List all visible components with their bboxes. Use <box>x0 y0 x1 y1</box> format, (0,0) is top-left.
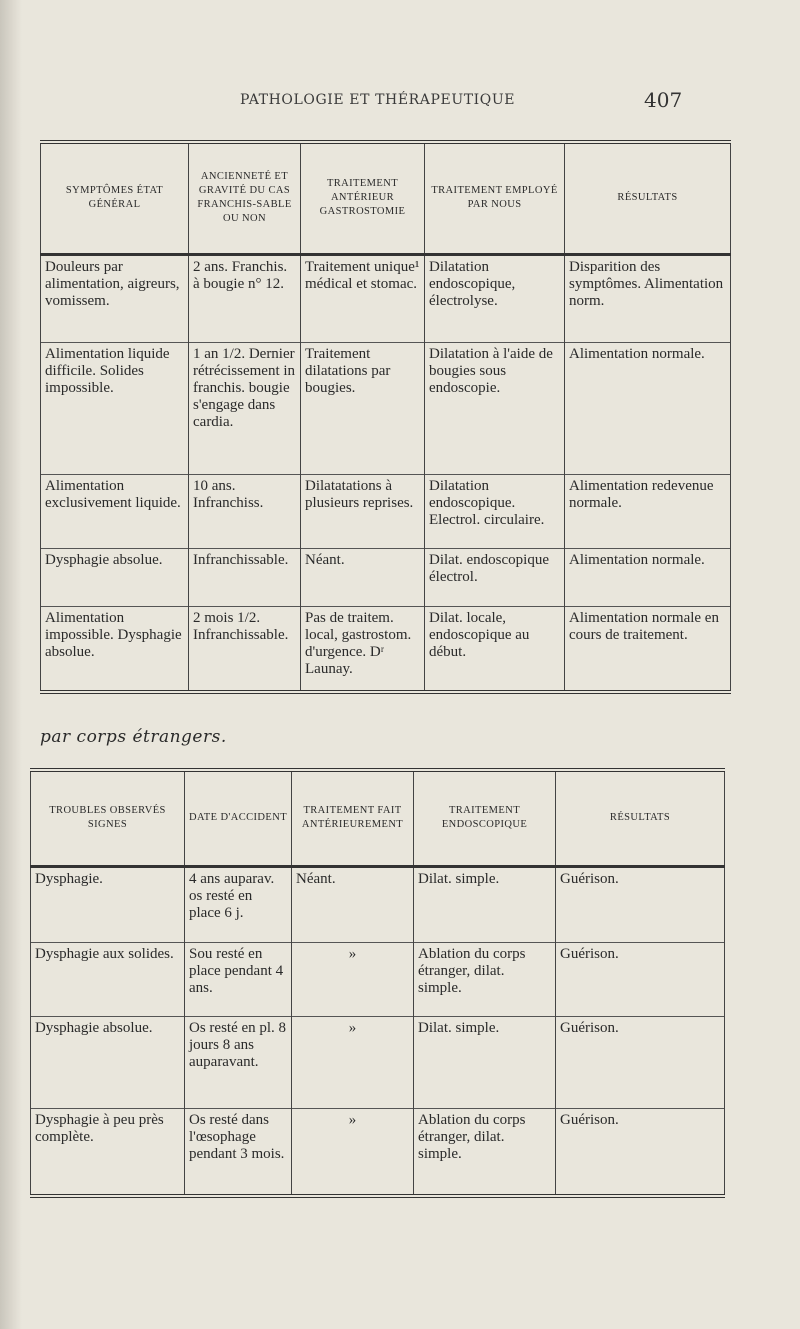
table-row <box>41 548 731 606</box>
table2-header-prior-treatment: TRAITEMENT FAIT ANTÉRIEUREMENT <box>292 770 414 866</box>
cell-symptoms: Dysphagie absolue. <box>31 1016 185 1108</box>
cell-prior-treatment: Traitement dilatations par bougies. <box>301 342 425 474</box>
cell-symptoms: Dysphagie à peu près complète. <box>31 1108 185 1196</box>
cell-prior-treatment: » <box>292 942 414 1016</box>
cell-accident-date: Os resté en pl. 8 jours 8 ans auparavant. <box>185 1016 292 1108</box>
cell-symptoms: Dysphagie. <box>31 866 185 942</box>
page-header <box>0 88 800 118</box>
table2-header-endoscopic-treatment: TRAITEMENT ENDOSCOPIQUE <box>414 770 556 866</box>
cell-endoscopic-treatment: Dilat. simple. <box>414 1016 556 1108</box>
cell-our-treatment: Dilatation à l'aide de bougies sous endoscopie. <box>425 342 565 474</box>
cell-results: Disparition des symptômes. Alimentation norm. <box>565 254 731 342</box>
table-row <box>31 866 725 942</box>
cell-prior-treatment: » <box>292 1016 414 1108</box>
table-row <box>31 1016 725 1108</box>
cell-symptoms: Alimentation liquide difficile. Solides impossible. <box>41 342 189 474</box>
cell-results: Alimentation redevenue normale. <box>565 474 731 548</box>
table1-header-prior-treatment: TRAITEMENT ANTÉRIEUR GASTROSTOMIE <box>301 142 425 254</box>
table-row <box>41 342 731 474</box>
running-title: PATHOLOGIE ET THÉRAPEUTIQUE <box>240 92 516 108</box>
cell-results: Guérison. <box>556 866 725 942</box>
table1-header-duration: ANCIENNETÉ ET GRAVITÉ DU CAS FRANCHIS-SABLE OU NON <box>189 142 301 254</box>
foreign-body-table <box>30 768 725 1198</box>
table-row <box>41 254 731 342</box>
table2-header-accident-date: DATE D'ACCIDENT <box>185 770 292 866</box>
table1-header-symptoms: SYMPTÔMES ÉTAT GÉNÉRAL <box>41 142 189 254</box>
cell-results: Guérison. <box>556 1016 725 1108</box>
cell-duration: 2 ans. Franchis. à bougie n° 12. <box>189 254 301 342</box>
cell-accident-date: 4 ans auparav. os resté en place 6 j. <box>185 866 292 942</box>
table-row <box>41 474 731 548</box>
cell-symptoms: Douleurs par alimentation, aigreurs, vomissem. <box>41 254 189 342</box>
cell-results: Alimentation normale. <box>565 342 731 474</box>
table1-header-our-treatment: TRAITEMENT EMPLOYÉ PAR NOUS <box>425 142 565 254</box>
table-row <box>31 942 725 1016</box>
cell-our-treatment: Dilat. locale, endoscopique au début. <box>425 606 565 692</box>
cell-endoscopic-treatment: Ablation du corps étranger, dilat. simple. <box>414 942 556 1016</box>
cell-prior-treatment: Néant. <box>292 866 414 942</box>
cell-symptoms: Alimentation exclusivement liquide. <box>41 474 189 548</box>
cell-symptoms: Alimentation impossible. Dysphagie absolue. <box>41 606 189 692</box>
cell-accident-date: Sou resté en place pendant 4 ans. <box>185 942 292 1016</box>
table-row <box>31 1108 725 1196</box>
cell-prior-treatment: Traitement unique¹ médical et stomac. <box>301 254 425 342</box>
cell-results: Alimentation normale. <box>565 548 731 606</box>
cell-symptoms: Dysphagie aux solides. <box>31 942 185 1016</box>
page-number: 407 <box>644 88 683 112</box>
cell-prior-treatment: Néant. <box>301 548 425 606</box>
cell-results: Alimentation normale en cours de traitement. <box>565 606 731 692</box>
table2-header-symptoms: TROUBLES OBSERVÉS SIGNES <box>31 770 185 866</box>
table2-header-results: RÉSULTATS <box>556 770 725 866</box>
cell-duration: Infranchissable. <box>189 548 301 606</box>
cell-prior-treatment: Pas de traitem. local, gastrostom. d'urgence. Dʳ Launay. <box>301 606 425 692</box>
cell-accident-date: Os resté dans l'œsophage pendant 3 mois. <box>185 1108 292 1196</box>
cell-symptoms: Dysphagie absolue. <box>41 548 189 606</box>
cell-endoscopic-treatment: Dilat. simple. <box>414 866 556 942</box>
cell-endoscopic-treatment: Ablation du corps étranger, dilat. simple. <box>414 1108 556 1196</box>
cell-prior-treatment: » <box>292 1108 414 1196</box>
section-caption: par corps étrangers. <box>40 727 227 747</box>
cell-our-treatment: Dilatation endoscopique, électrolyse. <box>425 254 565 342</box>
table-row <box>41 606 731 692</box>
page-gutter-shadow <box>0 0 22 1329</box>
cell-duration: 10 ans. Infranchiss. <box>189 474 301 548</box>
table1-header-results: RÉSULTATS <box>565 142 731 254</box>
stricture-treatment-table <box>40 140 731 694</box>
cell-our-treatment: Dilat. endoscopique électrol. <box>425 548 565 606</box>
cell-duration: 2 mois 1/2. Infranchissable. <box>189 606 301 692</box>
cell-duration: 1 an 1/2. Dernier rétrécissement in franchis. bougie s'engage dans cardia. <box>189 342 301 474</box>
cell-our-treatment: Dilatation endoscopique. Electrol. circulaire. <box>425 474 565 548</box>
cell-prior-treatment: Dilatatations à plusieurs reprises. <box>301 474 425 548</box>
cell-results: Guérison. <box>556 1108 725 1196</box>
cell-results: Guérison. <box>556 942 725 1016</box>
